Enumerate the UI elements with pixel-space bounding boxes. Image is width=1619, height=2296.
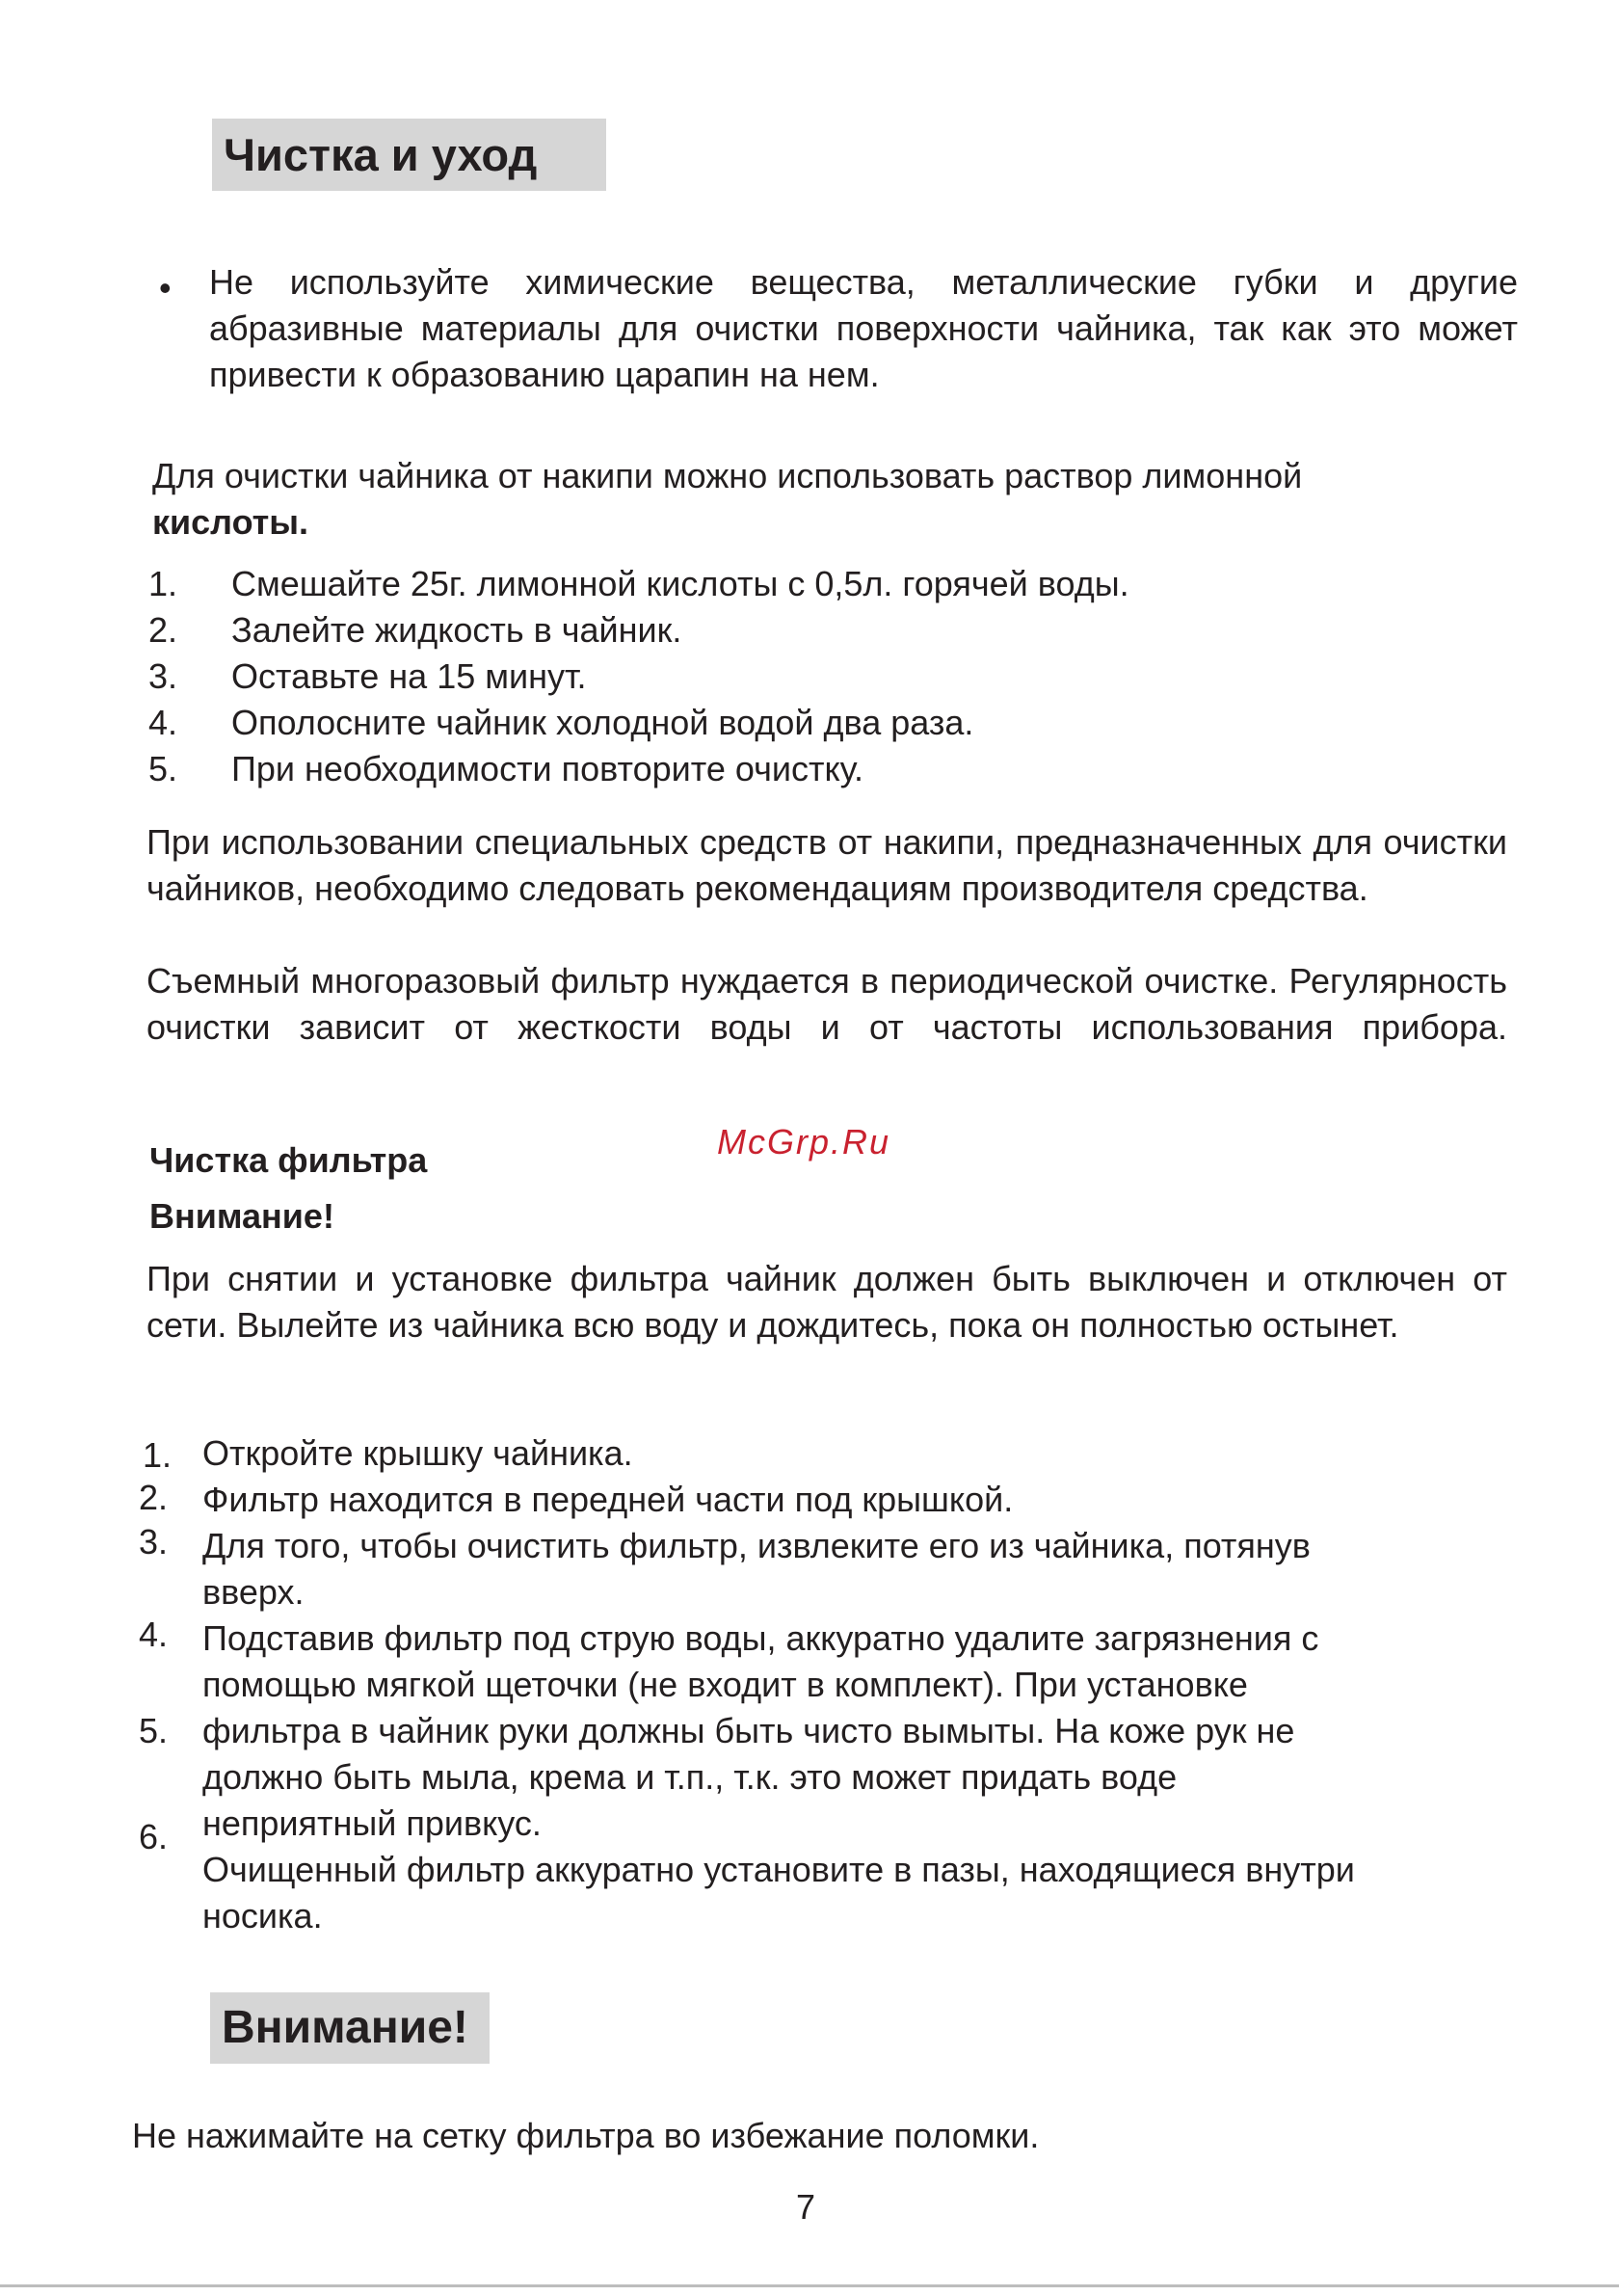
attention-title: Внимание! — [210, 1992, 490, 2064]
filter-step-line: Очищенный фильтр аккуратно установите в пазы, находящиеся внутри — [202, 1850, 1355, 1889]
section-title: Чистка и уход — [212, 119, 606, 191]
page-number: 7 — [796, 2187, 816, 2227]
filter-step-line: Подставив фильтр под струю воды, аккуратно удалите загрязнения с — [202, 1618, 1319, 1658]
descaling-intro — [152, 453, 1463, 546]
descaling-intro-text: Для очистки чайника от накипи можно использовать раствор лимонной — [152, 456, 1303, 495]
step-number: 4. — [148, 703, 178, 742]
filter-step-number: 4. — [139, 1615, 169, 1654]
bullet-marker: • — [159, 268, 172, 307]
filter-cleaning-title: Чистка фильтра — [149, 1140, 428, 1180]
filter-step-line: Для того, чтобы очистить фильтр, извлеките его из чайника, потянув — [202, 1526, 1311, 1565]
bullet-text: Не используйте химические вещества, металлические губки и другие абразивные материалы для очистки поверхности чайника, так как это может привести к образованию царапин на нем. — [209, 262, 1518, 394]
filter-step-number: 6. — [139, 1817, 169, 1856]
filter-steps-list — [202, 1430, 1552, 1939]
filter-step-number: 3. — [139, 1522, 169, 1562]
filter-step-line: фильтра в чайник руки должны быть чисто вымыты. На коже рук не — [202, 1711, 1295, 1750]
page-bottom-divider — [0, 2284, 1619, 2287]
filter-step-line: Фильтр находится в передней части под крышкой. — [202, 1480, 1014, 1519]
step-text: Залейте жидкость в чайник. — [231, 610, 682, 650]
filter-warning-paragraph: При снятии и установке фильтра чайник должен быть выключен и отключен от сети. Вылейте из чайника всю воду и дождитесь, пока он полностью остынет. — [146, 1259, 1507, 1345]
step-number: 2. — [148, 610, 178, 650]
step-text: Оставьте на 15 минут. — [231, 656, 587, 696]
filter-attention-label: Внимание! — [149, 1196, 334, 1236]
filter-note-paragraph: Съемный многоразовый фильтр нуждается в периодической очистке. Регулярность очистки зависит от жесткости воды и от частоты использования прибора. — [146, 961, 1507, 1047]
descaling-intro-bold: кислоты. — [152, 502, 309, 542]
step-text: Смешайте 25г. лимонной кислоты с 0,5л. горячей воды. — [231, 564, 1129, 603]
special-agents-paragraph: При использовании специальных средств от накипи, предназначенных для очистки чайников, необходимо следовать рекомендациям производителя средства. — [146, 822, 1507, 908]
step-number: 5. — [148, 749, 178, 788]
filter-step-number: 5. — [139, 1711, 169, 1750]
watermark: McGrp.Ru — [717, 1122, 891, 1161]
step-text: При необходимости повторите очистку. — [231, 749, 863, 788]
filter-step-line: неприятный привкус. — [202, 1803, 542, 1843]
filter-step-line: вверх. — [202, 1572, 305, 1612]
final-note: Не нажимайте на сетку фильтра во избежание поломки. — [132, 2116, 1040, 2155]
step-text: Ополосните чайник холодной водой два раза. — [231, 703, 974, 742]
filter-step-line: помощью мягкой щеточки (не входит в комплект). При установке — [202, 1665, 1248, 1704]
step-number: 3. — [148, 656, 178, 696]
filter-step-number: 2. — [139, 1478, 169, 1517]
filter-step-line: носика. — [202, 1896, 323, 1936]
step-number: 1. — [148, 564, 178, 603]
filter-step-line: должно быть мыла, крема и т.п., т.к. это может придать воде — [202, 1757, 1178, 1797]
filter-step-number: 1. — [143, 1435, 173, 1475]
filter-step-line: Откройте крышку чайника. — [202, 1433, 633, 1473]
